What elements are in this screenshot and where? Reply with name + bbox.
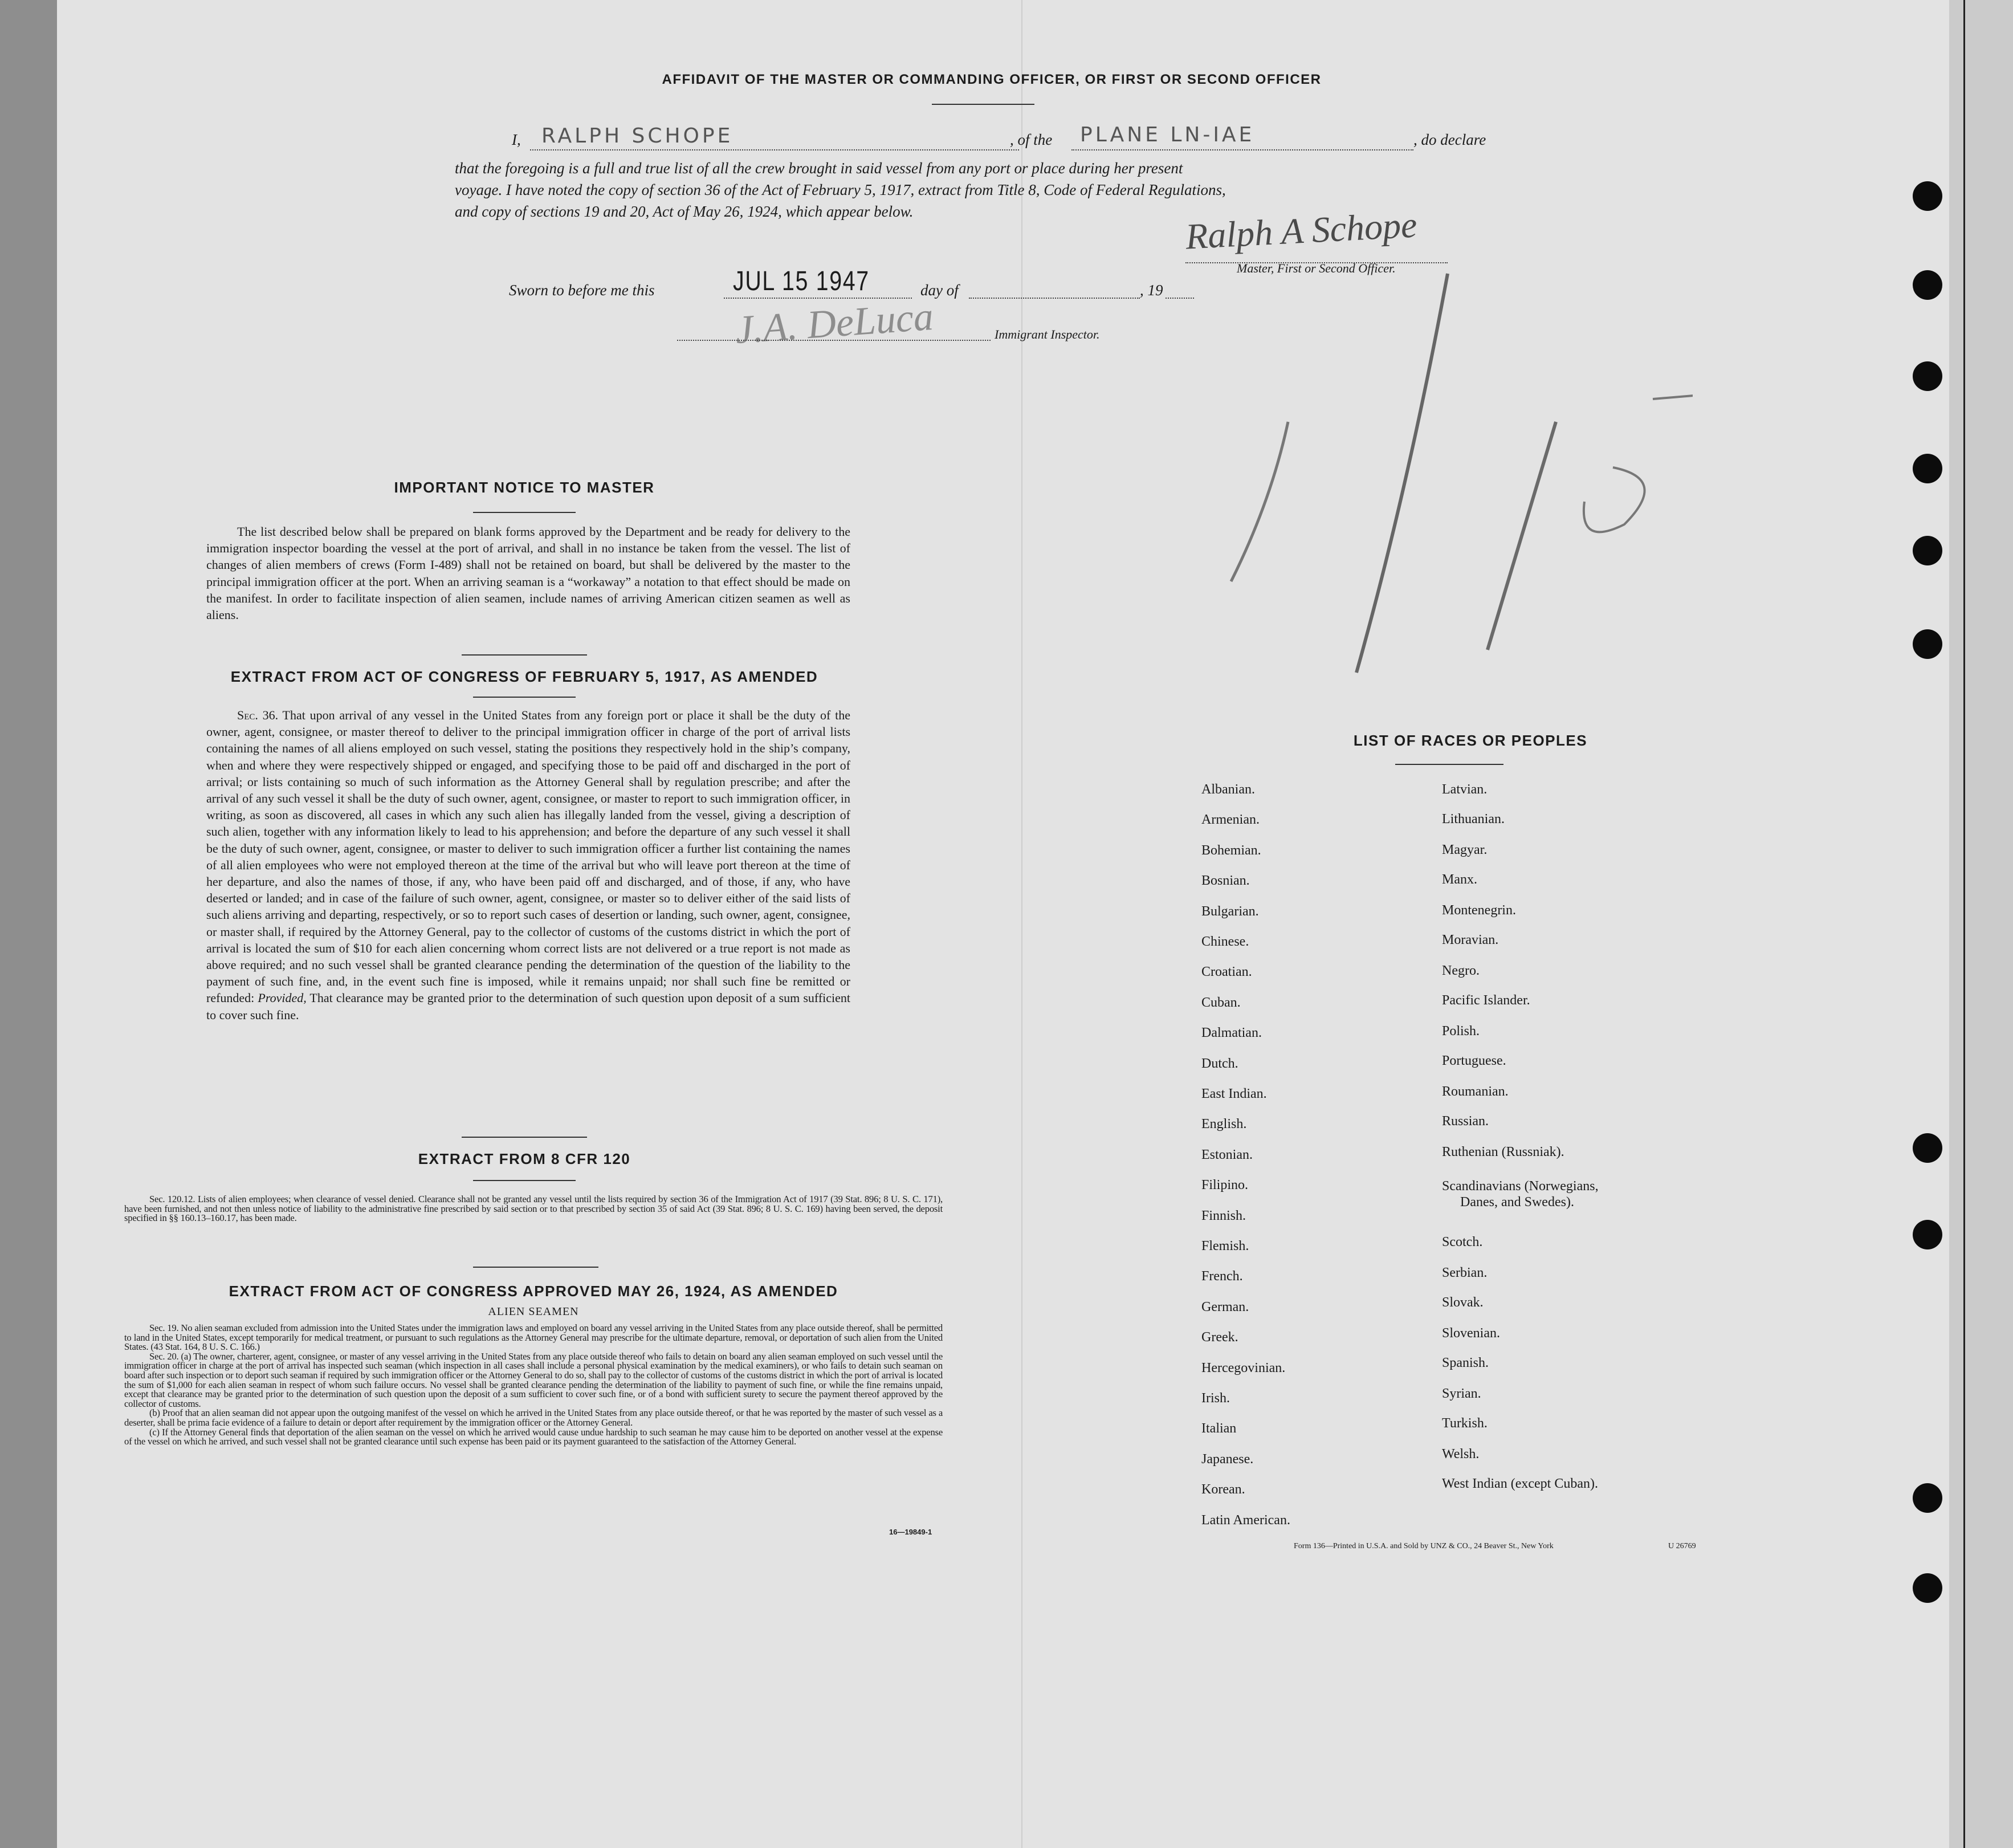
binder-hole bbox=[1913, 1483, 1942, 1513]
race-item: Italian bbox=[1201, 1421, 1237, 1436]
day-of-label: day of bbox=[920, 282, 959, 299]
binder-hole bbox=[1913, 270, 1942, 300]
race-item: Bosnian. bbox=[1201, 873, 1250, 889]
section-divider bbox=[473, 1267, 598, 1268]
race-item: Spanish. bbox=[1442, 1356, 1489, 1370]
race-item: Serbian. bbox=[1442, 1265, 1488, 1280]
race-item: Magyar. bbox=[1442, 842, 1488, 857]
sec-20a-text: Sec. 20. (a) The owner, charterer, agent, consignee, or master of any vessel arriving in the United States from any place outside thereof who fails to detain on board any alien seaman employed on such vessel until the immigration officer in charge at the port of arrival has inspected such seaman (which inspection in all cases shall include a personal physical examination by the medical examiners), or who fails to detain such seaman on board after such inspection or to deport such seaman if required by such immigration officer or the Attorney General to do so, shall pay to the collector of customs of the customs district in which the port of arrival is located the sum of $1,000 for each alien seaman in respect of whom such failure occurs. No vessel shall be granted clearance pending the determination of the liability to payment of such fine, or while the fine remains unpaid, except that clearance may be granted prior to the determination of such question upon the deposit of a sum sufficient to cover such fine, or of a bond with sufficient surety to secure the payment thereof approved by the collector of customs. bbox=[124, 1350, 943, 1409]
affidavit-title: AFFIDAVIT OF THE MASTER OR COMMANDING OFFICER, OR FIRST OR SECOND OFFICER bbox=[662, 72, 1322, 87]
binder-hole bbox=[1913, 629, 1942, 659]
officer-signature: Ralph A Schope bbox=[1184, 204, 1419, 257]
race-item: Cuban. bbox=[1201, 995, 1241, 1010]
sec-36-label: Sec. 36. bbox=[237, 708, 279, 722]
races-underline bbox=[1395, 764, 1503, 765]
race-item: Dutch. bbox=[1201, 1056, 1238, 1071]
race-item: Scandinavians (Norwegians, bbox=[1442, 1179, 1599, 1194]
race-item: Korean. bbox=[1201, 1482, 1245, 1497]
sec-20c-text: (c) If the Attorney General finds that deportation of the alien seaman on the vessel on which he arrived would cause undue hardship to such seaman he may cause him to be deported on another vessel at the expense of the vessel on which he arrived, and such vessel shall not be granted clearance until such expense has been paid or its payment guaranteed to the satisfaction of the Attorney General. bbox=[124, 1426, 943, 1447]
race-item: Irish. bbox=[1201, 1391, 1230, 1406]
affidavit-line-4: and copy of sections 19 and 20, Act of May 26, 1924, which appear below. bbox=[455, 203, 914, 220]
race-item: West Indian (except Cuban). bbox=[1442, 1476, 1598, 1491]
races-title: LIST OF RACES OR PEOPLES bbox=[1353, 732, 1588, 749]
race-item: English. bbox=[1201, 1117, 1247, 1132]
extract-1924-title: EXTRACT FROM ACT OF CONGRESS APPROVED MAY 26, 1924, AS AMENDED bbox=[229, 1283, 838, 1300]
affidavit-line-2: that the foregoing is a full and true list of all the crew brought in said vessel from any port or place during her present bbox=[455, 160, 1183, 177]
race-item: Pacific Islander. bbox=[1442, 993, 1530, 1008]
extract-1924-body bbox=[124, 1324, 943, 1447]
extract-1917-underline bbox=[473, 697, 576, 698]
master-label: Master, First or Second Officer. bbox=[1237, 261, 1396, 275]
section-divider bbox=[462, 1137, 587, 1138]
officer-name: RALPH SCHOPE bbox=[541, 124, 734, 148]
sworn-label: Sworn to before me this bbox=[509, 282, 655, 299]
race-item: Moravian. bbox=[1442, 933, 1499, 947]
race-item: Russian. bbox=[1442, 1114, 1489, 1129]
inspector-signature: J.A. DeLuca bbox=[734, 294, 935, 353]
section-divider bbox=[462, 654, 587, 656]
race-item: Negro. bbox=[1442, 963, 1480, 978]
race-item: Dalmatian. bbox=[1201, 1025, 1262, 1041]
extract-cfr-title: EXTRACT FROM 8 CFR 120 bbox=[418, 1150, 631, 1167]
alien-seamen-subtitle: ALIEN SEAMEN bbox=[488, 1305, 579, 1318]
race-item: Roumanian. bbox=[1442, 1084, 1509, 1099]
race-item: Polish. bbox=[1442, 1024, 1480, 1039]
binder-hole bbox=[1913, 1220, 1942, 1249]
race-item: Bulgarian. bbox=[1201, 903, 1259, 919]
do-declare-label: , do declare bbox=[1413, 131, 1486, 148]
race-item: Lithuanian. bbox=[1442, 812, 1505, 827]
race-item: French. bbox=[1201, 1269, 1243, 1284]
race-item: Syrian. bbox=[1442, 1386, 1481, 1401]
inspector-label: Immigrant Inspector. bbox=[995, 327, 1100, 341]
binder-hole bbox=[1913, 181, 1942, 211]
i-label: I, bbox=[512, 131, 521, 148]
sec-19-text: Sec. 19. No alien seaman excluded from admission into the United States under the immigration laws and employed on board any vessel arriving in the United States from any place outside thereof, shall be permitted to land in the United States, except temporarily for medical treatment, or pursuant to such regulations as the Attorney General may prescribe for the ultimate departure, removal, or deportation of such alien from the United States. (43 Stat. 164, 8 U. S. C. 166.) bbox=[124, 1322, 943, 1353]
race-item: Japanese. bbox=[1201, 1451, 1254, 1467]
race-item: Portuguese. bbox=[1442, 1053, 1506, 1068]
race-item: Greek. bbox=[1201, 1330, 1238, 1345]
race-item: Chinese. bbox=[1201, 934, 1249, 949]
proviso-text: That clearance may be granted prior to the determination of such question upon deposit of a sum sufficient to cover such fine. bbox=[206, 991, 851, 1022]
name-line bbox=[530, 149, 1019, 150]
form-number: U 26769 bbox=[1668, 1542, 1696, 1550]
proviso-word: Provided, bbox=[258, 991, 307, 1006]
race-item: Albanian. bbox=[1201, 782, 1255, 797]
month-line bbox=[969, 298, 1140, 299]
race-item: Hercegovinian. bbox=[1201, 1360, 1286, 1375]
form-code: 16—19849-1 bbox=[889, 1528, 932, 1536]
scan-background bbox=[0, 0, 57, 1848]
race-item: Bohemian. bbox=[1201, 842, 1261, 858]
binder-hole bbox=[1913, 536, 1942, 565]
race-item: Danes, and Swedes). bbox=[1460, 1195, 1574, 1210]
race-item: Turkish. bbox=[1442, 1416, 1488, 1431]
race-item: Scotch. bbox=[1442, 1235, 1483, 1249]
sec-36-body: That upon arrival of any vessel in the United States from any foreign port or place it shall be the duty of the owner, agent, consignee, or master thereof to deliver to the principal immigration officer in charge of the port of arrival lists containing the names of all aliens employed on such vessel, stating the positions they respectively hold in the ship’s company, when and where they were respectively shipped or engaged, and specifying those to be paid off and discharged in the port of arrival; or lists containing so much of such information as the Attorney General shall by regulation prescribe; and after the arrival of any such vessel it shall be the duty of such owner, agent, consignee, or master to report to such immigration officer, in writing, as soon as discovered, all cases in which any such alien has illegally landed from the vessel, giving a description of such alien, together with any information likely to lead to his apprehension; and before the departure of any such vessel it shall be the duty of such owner, agent, consignee, or master to deliver to such immigration officer a further list containing the names of all alien employees who were not employed thereon at the time of the arrival but who will leave port thereon at the time of her departure, and also the names of those, if any, who have been paid off and discharged, and of those, if any, who have deserted or landed; and in case of the failure of such owner, agent, consignee, or master so to deliver either of the said lists of such aliens arriving and departing, respectively, or so to report such cases of desertion or landing, such owner, agent, consignee, or master shall, if required by the Attorney General, pay to the collector of customs of the customs district in which the port of arrival is located the sum of $10 for each alien concerning whom correct lists are not delivered or a true report is not made as above required; and no such vessel shall be granted clearance pending the determination of the question of the liability to the payment of such fine, and, in the event such fine is imposed, while it remains unpaid; nor shall such fine be remitted or refunded: bbox=[206, 708, 850, 1006]
page-fold bbox=[1021, 0, 1022, 1848]
race-item: Armenian. bbox=[1201, 812, 1260, 828]
binder-hole bbox=[1913, 1573, 1942, 1603]
race-item: Filipino. bbox=[1201, 1178, 1249, 1193]
race-item: Ruthenian (Russniak). bbox=[1442, 1145, 1564, 1159]
notice-text: The list described below shall be prepared on blank forms approved by the Department and be ready for delivery to the immigration inspector boarding the vessel at the port of arrival, and shall in no instance be taken from the vessel. The list of changes of alien members of crews (Form I-489) shall not be retained on board, but shall be delivered by the master to the principal immigration officer at the port. When an arriving seaman is a “workaway” a notation to that effect should be made on the manifest. In order to facilitate inspection of alien seamen, include names of arriving American citizen seamen as well as aliens. bbox=[206, 524, 850, 622]
vessel-name: PLANE LN-IAE bbox=[1080, 123, 1255, 146]
notice-underline bbox=[473, 512, 576, 513]
race-item: East Indian. bbox=[1201, 1086, 1267, 1101]
race-item: Latvian. bbox=[1442, 782, 1488, 797]
race-item: Latin American. bbox=[1201, 1512, 1290, 1528]
vessel-line bbox=[1071, 149, 1413, 150]
affidavit-line-3: voyage. I have noted the copy of section 36 of the Act of February 5, 1917, extract from Title 8, Code of Federal Regulations, bbox=[455, 181, 1226, 198]
binder-hole bbox=[1913, 361, 1942, 391]
race-item: Slovenian. bbox=[1442, 1326, 1500, 1341]
extract-cfr-underline bbox=[473, 1180, 576, 1181]
race-item: German. bbox=[1201, 1299, 1249, 1314]
binder-hole bbox=[1913, 1133, 1942, 1163]
race-item: Croatian. bbox=[1201, 964, 1252, 980]
race-item: Slovak. bbox=[1442, 1295, 1484, 1310]
year-label: , 19 bbox=[1140, 282, 1163, 299]
date-stamp: JUL 15 1947 bbox=[733, 266, 870, 296]
race-item: Welsh. bbox=[1442, 1447, 1480, 1462]
notice-title: IMPORTANT NOTICE TO MASTER bbox=[394, 479, 655, 496]
race-item: Flemish. bbox=[1201, 1239, 1249, 1253]
extract-1917-text bbox=[206, 707, 850, 1023]
scanner-frame-line bbox=[1963, 0, 1965, 1848]
extract-1917-title: EXTRACT FROM ACT OF CONGRESS OF FEBRUARY 5, 1917, AS AMENDED bbox=[230, 668, 818, 685]
race-item: Finnish. bbox=[1201, 1208, 1246, 1223]
extract-cfr-text: Sec. 120.12. Lists of alien employees; when clearance of vessel denied. Clearance shall not be granted any vessel until the lists required by section 36 of the Immigration Act of 1917 (39 Stat. 896; 8 U. S. C. 171), have been furnished, and not then unless notice of liability to the administrative fine prescribed by said section or to that prescribed by section 35 of said Act (39 Stat. 896; 8 U. S. C. 169) having been served, the deposit specified in §§ 160.13–160.17, has been made. bbox=[124, 1194, 943, 1224]
of-the-label: , of the bbox=[1010, 131, 1053, 148]
race-item: Montenegrin. bbox=[1442, 903, 1516, 918]
sec-20b-text: (b) Proof that an alien seaman did not appear upon the outgoing manifest of the vessel on which he arrived in the United States from any place outside thereof, or that he was reported by the master of such vessel as a deserter, shall be prima facie evidence of a failure to detain or deport after requirement by the immigration officer or the Attorney General. bbox=[124, 1407, 943, 1428]
race-item: Manx. bbox=[1442, 872, 1477, 887]
title-underline bbox=[932, 104, 1034, 105]
inspector-line bbox=[677, 340, 991, 341]
printer-imprint: Form 136—Printed in U.S.A. and Sold by UNZ & CO., 24 Beaver St., New York bbox=[1294, 1542, 1554, 1550]
race-item: Estonian. bbox=[1201, 1147, 1253, 1162]
binder-hole bbox=[1913, 454, 1942, 483]
